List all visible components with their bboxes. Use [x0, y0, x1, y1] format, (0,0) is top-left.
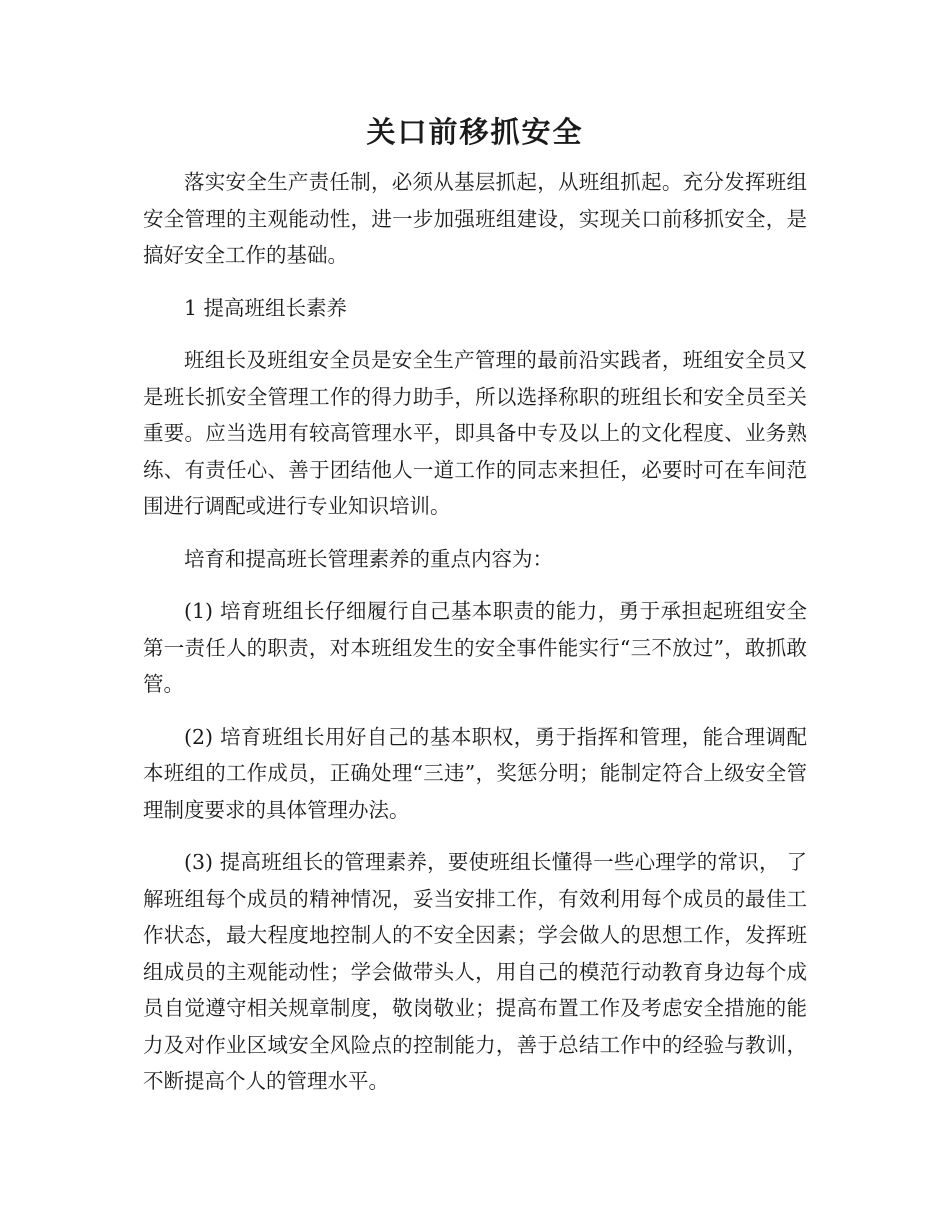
paragraph-intro: 落实安全生产责任制，必须从基层抓起，从班组抓起。充分发挥班组安全管理的主观能动性，进一步加强班组建设，实现关口前移抓安全，是搞好安全工作的基础。 [143, 170, 807, 267]
list-item-1: (1) 培育班组长仔细履行自己基本职责的能力，勇于承担起班组安全第一责任人的职责，对本班组发生的安全事件能实行“三不放过”，敢抓敢管。 [143, 599, 807, 696]
list-item-3: (3) 提高班组长的管理素养，要使班组长懂得一些心理学的常识， 了解班组每个成员的精神情况，妥当安排工作，有效利用每个成员的最佳工作状态，最大程度地控制人的不安全因素；学会做人的思想工作，发挥班组成员的主观能动性；学会做带头人，用自己的模范行动教育身边每个成员自觉遵守相关规章制度，敬岗敬业；提高布置工作及考虑安全措施的能力及对作业区域安全风险点的控制能力，善于总结工作中的经验与教训，不断提高个人的管理水平。 [143, 850, 807, 1093]
section-heading-1: 1 提高班组长素养 [184, 295, 348, 320]
paragraph-key-content: 培育和提高班长管理素养的重点内容为： [184, 546, 553, 571]
list-item-2: (2) 培育班组长用好自己的基本职权，勇于指挥和管理，能合理调配本班组的工作成员，正确处理“三违”，奖惩分明；能制定符合上级安全管理制度要求的具体管理办法。 [143, 724, 807, 822]
document-page [143, 0, 807, 1100]
document-title: 关口前移抓安全 [366, 115, 584, 149]
paragraph-team-leader: 班组长及班组安全员是安全生产管理的最前沿实践者，班组安全员又是班长抓安全管理工作的得力助手，所以选择称职的班组长和安全员至关重要。应当选用有较高管理水平，即具备中专及以上的文化程度、业务熟练、有责任心、善于团结他人一道工作的同志来担任，必要时可在车间范围进行调配或进行专业知识培训。 [143, 348, 807, 518]
